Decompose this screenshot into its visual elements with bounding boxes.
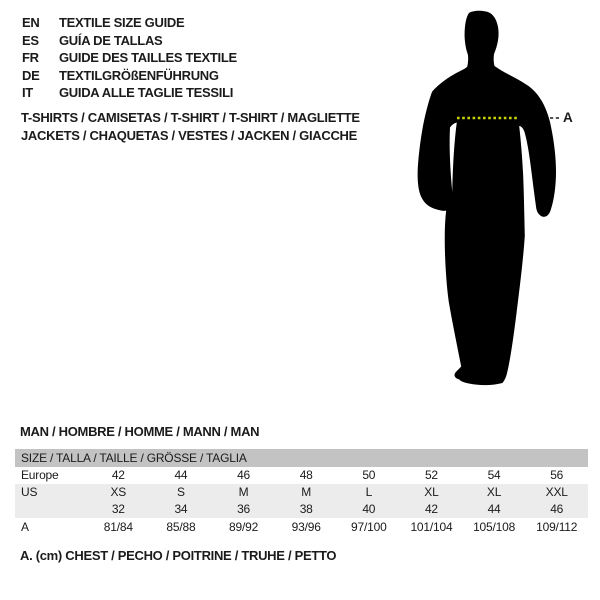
size-cell: 36	[237, 502, 251, 516]
table-row-us-numeric	[15, 501, 588, 518]
category-line-jackets: JACKETS / CHAQUETAS / VESTES / JACKEN / GIACCHE	[21, 127, 357, 143]
size-cell: 109/112	[536, 520, 578, 534]
size-cell: XXL	[545, 485, 568, 499]
size-cell: 97/100	[351, 520, 387, 534]
language-code: DE	[22, 67, 40, 83]
size-cell: 56	[550, 468, 564, 482]
size-cell: M	[301, 485, 312, 499]
language-label: GUIDA ALLE TAGLIE TESSILI	[59, 85, 234, 100]
section-title: MAN / HOMBRE / HOMME / MANN / MAN	[20, 424, 260, 439]
size-cell: XL	[486, 485, 502, 499]
size-cell: 48	[299, 468, 313, 482]
silhouette-shape	[418, 11, 556, 385]
size-cell: 40	[362, 502, 376, 516]
category-list	[21, 109, 360, 144]
size-cell: 42	[424, 502, 438, 516]
size-cell: 46	[237, 468, 251, 482]
table-header: SIZE / TALLA / TAILLE / GRÖSSE / TAGLIA	[15, 449, 588, 467]
size-cell: XS	[110, 485, 127, 499]
size-cell: 44	[487, 502, 501, 516]
language-list	[22, 14, 237, 102]
language-row	[22, 67, 237, 85]
size-cell: 52	[424, 468, 438, 482]
size-cell: 93/96	[291, 520, 321, 534]
size-cell: 44	[174, 468, 188, 482]
size-table	[15, 449, 588, 536]
language-row	[22, 84, 237, 102]
row-label: US	[21, 485, 38, 499]
size-cell: XL	[424, 485, 439, 499]
size-cell: 32	[111, 502, 125, 516]
language-label: GUÍA DE TALLAS	[59, 32, 163, 48]
language-code: IT	[22, 85, 33, 100]
measure-label-a: A	[563, 110, 573, 125]
size-cell: 101/104	[410, 520, 453, 534]
row-label: Europe	[21, 468, 59, 482]
language-label: GUIDE DES TAILLES TEXTILE	[59, 50, 237, 65]
size-cell: 81/84	[103, 520, 133, 534]
language-label: TEXTILGRÖßENFÜHRUNG	[59, 67, 219, 83]
language-row	[22, 32, 237, 50]
row-label	[15, 501, 87, 518]
table-row-chest-a	[15, 518, 588, 536]
category-line-tshirts: T-SHIRTS / CAMISETAS / T-SHIRT / T-SHIRT / MAGLIETTE	[21, 110, 360, 125]
size-cell: 89/92	[229, 520, 259, 534]
size-cell: 105/108	[473, 520, 516, 534]
size-cell: 34	[174, 502, 188, 516]
measurement-footnote: A. (cm) CHEST / PECHO / POITRINE / TRUHE / PETTO	[20, 548, 337, 563]
size-cell: L	[365, 485, 373, 499]
size-cell: M	[238, 485, 249, 499]
language-code: EN	[22, 15, 40, 30]
table-row-europe	[15, 467, 588, 484]
language-code: FR	[22, 50, 39, 65]
size-cell: 46	[550, 502, 564, 516]
language-code: ES	[22, 32, 39, 48]
size-cell: 54	[487, 468, 501, 482]
armpit-gap-shape	[450, 123, 457, 193]
language-row	[22, 14, 237, 32]
language-row	[22, 49, 237, 67]
table-row-us	[15, 484, 588, 501]
size-cell: S	[177, 485, 185, 499]
row-label: A	[21, 520, 29, 534]
size-cell: 50	[362, 468, 376, 482]
language-label: TEXTILE SIZE GUIDE	[59, 15, 185, 30]
size-cell: 85/88	[166, 520, 196, 534]
size-cell: 38	[299, 502, 313, 516]
size-cell: 42	[111, 468, 125, 482]
